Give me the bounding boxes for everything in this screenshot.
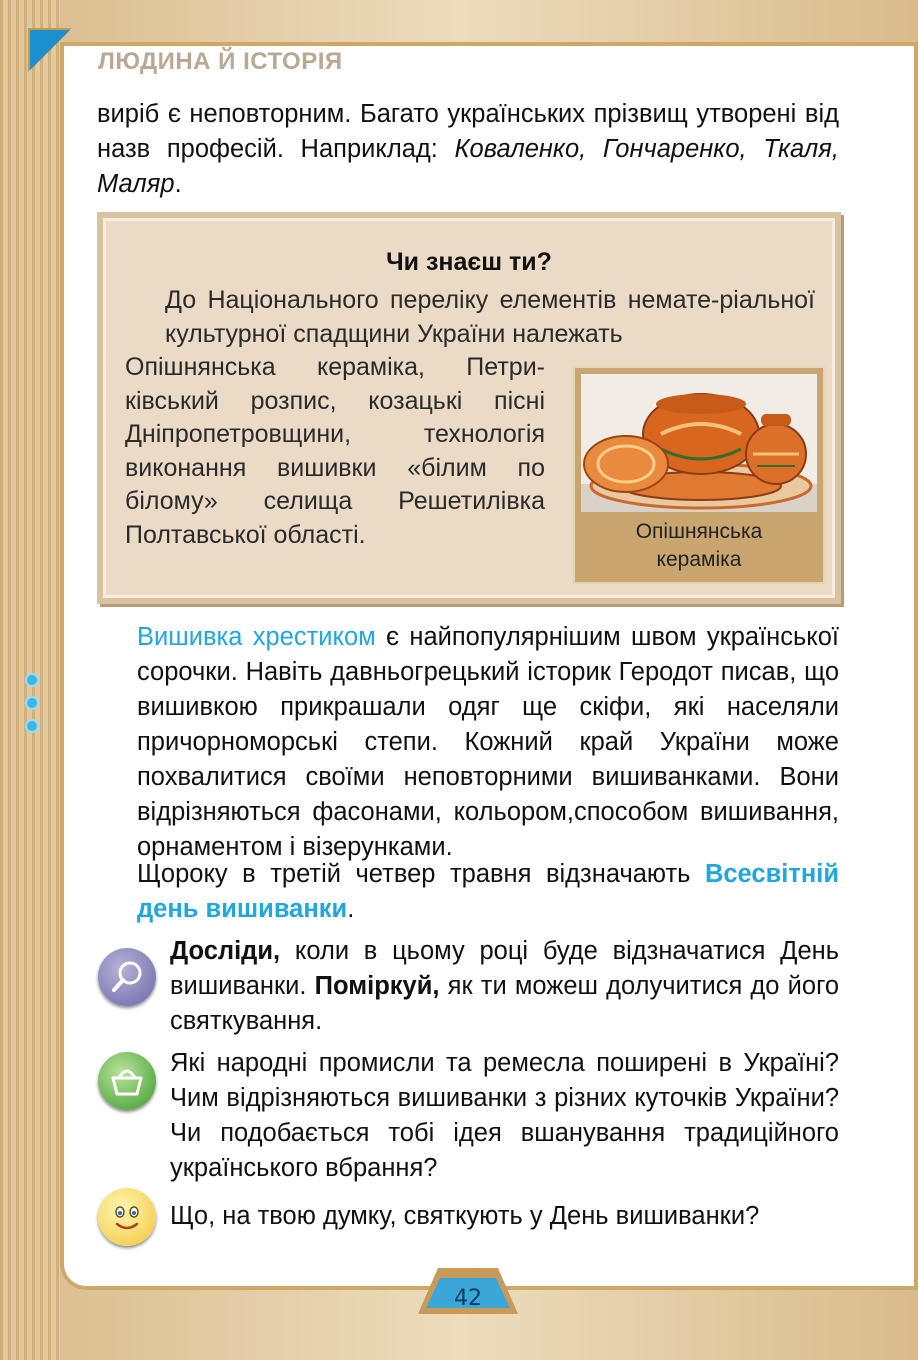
embroidery-text: є найпопулярнішим швом української сорочки. Навіть давньогрецький історик Геродот писав, що вишивкою прикрашали одяг ще скіфи, які населяли причорноморські степи. Кожний край України може похвалитися своїми неповторними вишиванками. Вони відрізняються фасонами, кольором,способом вишивання, орнаментом і візерунками.	[137, 623, 839, 861]
research-task	[170, 934, 839, 1039]
header-bar	[28, 28, 918, 75]
ceramics-photo	[581, 374, 817, 512]
ceramics-illustration	[581, 374, 817, 512]
holiday-name: Всесвітній день вишиванки	[137, 860, 839, 923]
holiday-end: .	[347, 895, 355, 923]
embroidery-term: Вишивка хрестиком	[137, 623, 376, 651]
page-number-plate	[418, 1268, 518, 1314]
section-title: ЛЮДИНА Й ІСТОРІЯ	[98, 48, 343, 75]
did-you-know-box	[97, 212, 841, 604]
research-bold: Досліди,	[170, 937, 281, 965]
holiday-paragraph-body	[97, 857, 839, 927]
intro-end: .	[174, 170, 182, 198]
research-text: коли в цьому році буде відзначатися День вишиванки.	[170, 937, 839, 1000]
surname-examples: Коваленко, Гончаренко, Ткаля, Маляр	[97, 135, 839, 198]
embroidery-paragraph-body	[97, 620, 839, 865]
smiley-icon	[98, 1188, 156, 1246]
holiday-paragraph	[97, 857, 839, 927]
opinion-task: Що, на твою думку, святкують у День вишиванки?	[170, 1202, 760, 1230]
decorative-dot	[27, 698, 37, 708]
magnifier-icon	[98, 948, 156, 1006]
photo-caption-line1: Опішнянська	[635, 520, 763, 543]
embroidery-paragraph	[97, 620, 839, 865]
smiley-glyph	[98, 1188, 156, 1246]
did-you-know-title: Чи знаєш ти?	[386, 248, 552, 276]
decorative-dot	[27, 675, 37, 685]
holiday-text: Щороку в третій четвер травня відзначають	[137, 860, 705, 888]
intro-text: виріб є неповторним. Багато українських прізвищ утворені від назв професій. Наприклад:	[97, 100, 839, 163]
basket-icon	[98, 1052, 156, 1110]
did-you-know-intro-text: До Національного переліку елементів немате-ріальної культурної спадщини України належать	[165, 286, 815, 348]
page-number: 42	[454, 1286, 482, 1311]
think-bold: Поміркуй,	[314, 972, 440, 1000]
photo-caption-line2: кераміка	[656, 548, 742, 571]
did-you-know-intro	[125, 284, 815, 351]
magnifier-glyph	[98, 948, 156, 1006]
decorative-dot	[27, 721, 37, 731]
basket-glyph	[98, 1052, 156, 1110]
questions-task: Які народні промисли та ремесла поширені в Україні? Чим відрізняються вишиванки з різних куточків України? Чи подобається тобі ідея вшанування традиційного українського вбрання?	[170, 1049, 839, 1182]
ceramics-photo-card	[573, 366, 825, 584]
think-text: як ти можеш долучитися до його святкування.	[170, 972, 839, 1035]
did-you-know-list: Опішнянська кераміка, Петри-ківський розпис, козацькі пісні Дніпропетровщини, технологія виконання вишивки «білим по білому» селища Решетилівка Полтавської області.	[125, 353, 545, 549]
photo-caption	[575, 518, 823, 574]
intro-paragraph	[97, 97, 839, 202]
section-corner-icon	[28, 28, 72, 72]
